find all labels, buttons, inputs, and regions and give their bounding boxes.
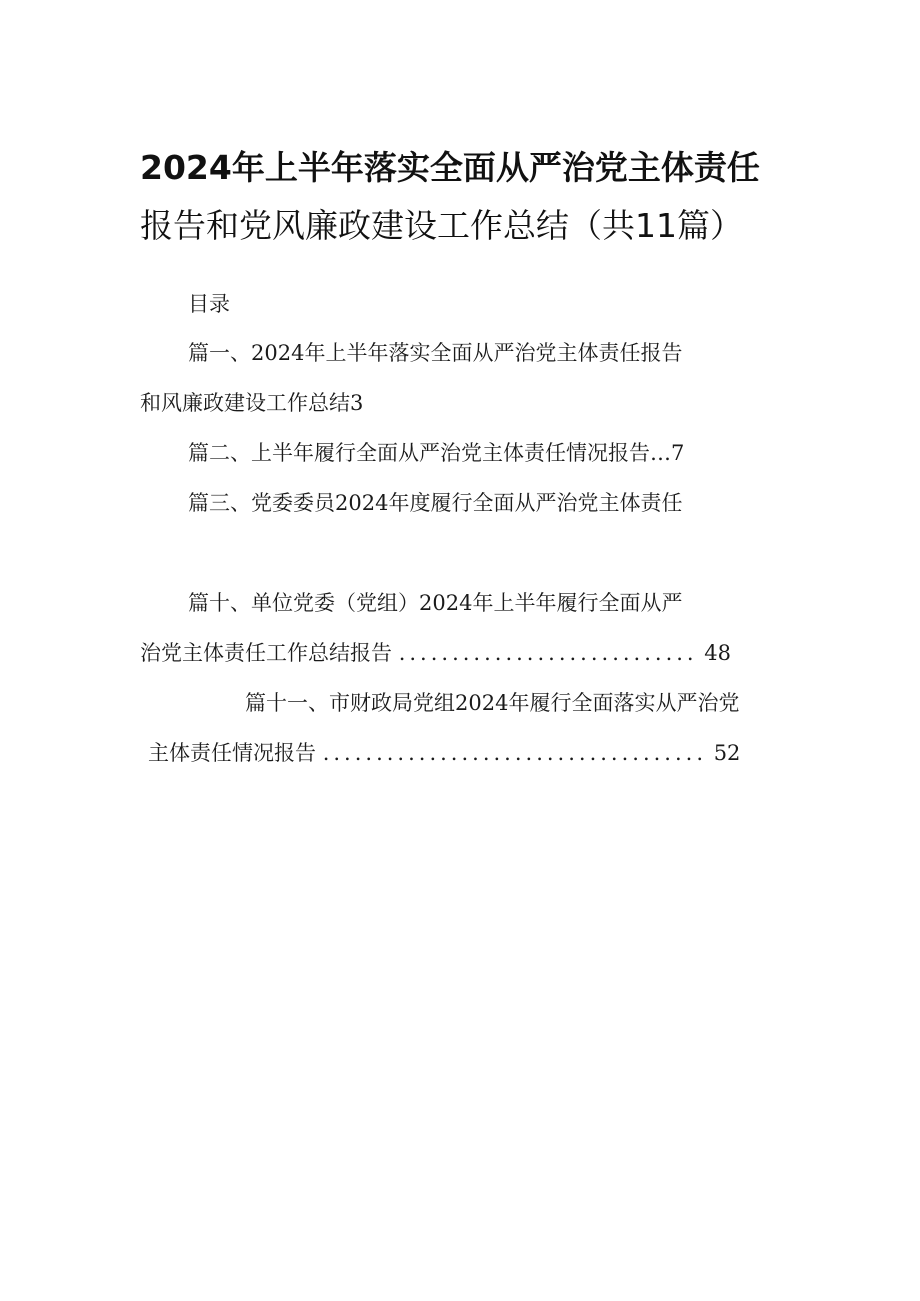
document-title-line-2: 报告和党风廉政建设工作总结（共11篇） (140, 206, 743, 245)
toc-entry-10-line-2 (140, 638, 731, 668)
toc-entry-10-line-1: 篇十、单位党委（党组）2024年上半年履行全面从严 (188, 591, 683, 615)
toc-heading: 目录 (188, 292, 230, 316)
toc-entry-11-leader: .................................... (322, 741, 707, 765)
document-title-line-1: 2024年上半年落实全面从严治党主体责任 (140, 148, 760, 187)
toc-entry-10-text: 治党主体责任工作总结报告 (140, 641, 392, 665)
toc-entry-10-page: 48 (704, 641, 732, 665)
toc-entry-2-line-1: 篇二、上半年履行全面从严治党主体责任情况报告…7 (188, 441, 685, 465)
toc-entry-3-line-1: 篇三、党委委员2024年度履行全面从严治党主体责任 (188, 491, 683, 515)
toc-entry-11-line-2 (148, 738, 740, 768)
toc-entry-11-line-1: 篇十一、市财政局党组2024年履行全面落实从严治党 (245, 691, 740, 715)
toc-entry-10-leader: ............................ (398, 641, 698, 665)
toc-entry-1-line-2: 和风廉政建设工作总结3 (140, 391, 364, 415)
toc-entry-11-page: 52 (713, 741, 741, 765)
toc-entry-1-line-1: 篇一、2024年上半年落实全面从严治党主体责任报告 (188, 341, 683, 365)
toc-entry-11-text: 主体责任情况报告 (148, 741, 316, 765)
